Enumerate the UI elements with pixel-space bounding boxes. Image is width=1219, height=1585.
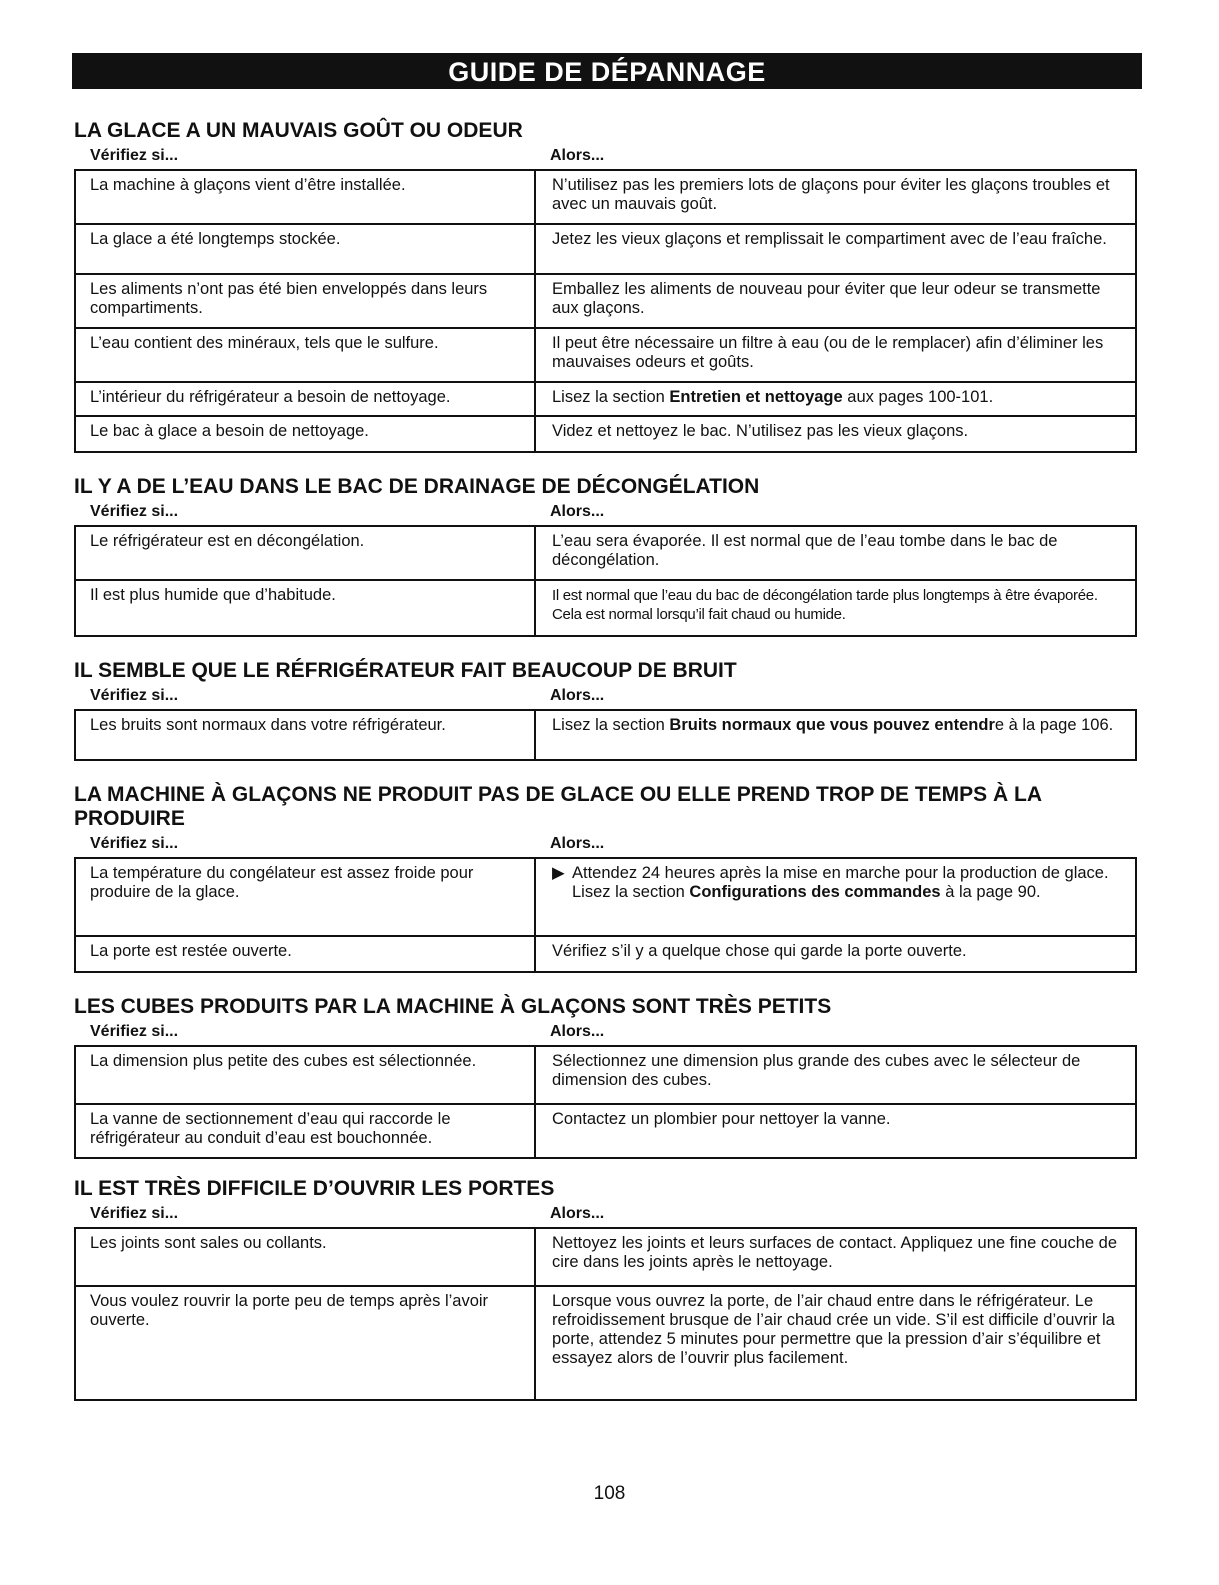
column-header-check: Vérifiez si... <box>90 687 179 704</box>
section-bad-taste <box>72 119 1142 453</box>
check-cell: Le bac à glace a besoin de nettoyage. <box>75 416 535 452</box>
troubleshoot-table <box>74 709 1137 761</box>
then-cell: Vérifiez s’il y a quelque chose qui garde la porte ouverte. <box>535 936 1136 972</box>
column-header-check: Vérifiez si... <box>90 147 179 164</box>
then-cell: Contactez un plombier pour nettoyer la vanne. <box>535 1104 1136 1158</box>
then-cell <box>535 858 1136 936</box>
check-cell: Il est plus humide que d’habitude. <box>75 580 535 636</box>
column-header-check: Vérifiez si... <box>90 835 179 852</box>
troubleshoot-table <box>74 525 1137 637</box>
column-header-then: Alors... <box>550 503 605 520</box>
then-cell: Sélectionnez une dimension plus grande des cubes avec le sélecteur de dimension des cubes. <box>535 1046 1136 1104</box>
check-cell: L’eau contient des minéraux, tels que le sulfure. <box>75 328 535 382</box>
column-header-then: Alors... <box>550 147 605 164</box>
table-row <box>75 710 1136 760</box>
troubleshoot-table <box>74 1227 1137 1401</box>
column-header-check: Vérifiez si... <box>90 503 179 520</box>
then-cell: Jetez les vieux glaçons et remplissait le compartiment avec de l’eau fraîche. <box>535 224 1136 274</box>
column-headers <box>72 499 1142 525</box>
check-cell: La vanne de sectionnement d’eau qui raccorde le réfrigérateur au conduit d’eau est bouchonnée. <box>75 1104 535 1158</box>
page <box>72 53 1142 1401</box>
then-emphasis: Bruits normaux que vous pouvez entendr <box>669 716 995 734</box>
then-cell: N’utilisez pas les premiers lots de glaçons pour éviter les glaçons troubles et avec un mauvais goût. <box>535 170 1136 224</box>
section-drain-pan <box>72 475 1142 637</box>
then-emphasis: Entretien et nettoyage <box>669 388 843 406</box>
section-doors <box>72 1177 1142 1401</box>
column-headers <box>72 143 1142 169</box>
check-cell: Les aliments n’ont pas été bien enveloppés dans leurs compartiments. <box>75 274 535 328</box>
check-cell: Les bruits sont normaux dans votre réfrigérateur. <box>75 710 535 760</box>
then-cell <box>535 710 1136 760</box>
column-headers <box>72 1201 1142 1227</box>
then-cell: Il est normal que l’eau du bac de décongélation tarde plus longtemps à être évaporée. Cela est normal lorsqu’il fait chaud ou humide. <box>535 580 1136 636</box>
check-cell: Vous voulez rouvrir la porte peu de temps après l’avoir ouverte. <box>75 1286 535 1400</box>
check-cell: La dimension plus petite des cubes est sélectionnée. <box>75 1046 535 1104</box>
table-row <box>75 1104 1136 1158</box>
section-title: LA GLACE A UN MAUVAIS GOÛT OU ODEUR <box>74 119 523 142</box>
section-no-ice <box>72 783 1142 973</box>
section-title: LA MACHINE À GLAÇONS NE PRODUIT PAS DE GLACE OU ELLE PREND TROP DE TEMPS À LA PRODUIRE <box>74 783 1042 830</box>
section-noise <box>72 659 1142 761</box>
table-row <box>75 526 1136 580</box>
section-title: LES CUBES PRODUITS PAR LA MACHINE À GLAÇONS SONT TRÈS PETITS <box>74 995 832 1018</box>
then-text: Attendez 24 heures après la mise en marche pour la production de glace. Lisez la section <box>572 864 1109 901</box>
table-row <box>75 328 1136 382</box>
then-cell: L’eau sera évaporée. Il est normal que de l’eau tombe dans le bac de décongélation. <box>535 526 1136 580</box>
bullet-item <box>552 864 1125 902</box>
then-text: e à la page 106. <box>994 716 1114 734</box>
table-row <box>75 274 1136 328</box>
then-text: à la page 90. <box>940 883 1041 901</box>
table-row <box>75 1228 1136 1286</box>
page-number: 108 <box>593 1483 626 1504</box>
column-headers <box>72 1019 1142 1045</box>
then-text: Lisez la section <box>552 388 670 406</box>
then-cell <box>535 382 1136 416</box>
then-emphasis: Configurations des commandes <box>689 883 941 901</box>
table-row <box>75 580 1136 636</box>
section-title: IL EST TRÈS DIFFICILE D’OUVRIR LES PORTES <box>74 1177 555 1200</box>
bullet-text <box>572 864 1125 902</box>
column-header-then: Alors... <box>550 1023 605 1040</box>
check-cell: La porte est restée ouverte. <box>75 936 535 972</box>
play-triangle-icon: ▶ <box>552 864 565 882</box>
check-cell: L’intérieur du réfrigérateur a besoin de nettoyage. <box>75 382 535 416</box>
table-row <box>75 1286 1136 1400</box>
check-cell: La température du congélateur est assez froide pour produire de la glace. <box>75 858 535 936</box>
then-cell: Il peut être nécessaire un filtre à eau (ou de le remplacer) afin d’éliminer les mauvaises odeurs et goûts. <box>535 328 1136 382</box>
troubleshoot-table <box>74 169 1137 453</box>
section-title: IL Y A DE L’EAU DANS LE BAC DE DRAINAGE DE DÉCONGÉLATION <box>74 475 760 498</box>
table-row <box>75 1046 1136 1104</box>
column-header-then: Alors... <box>550 687 605 704</box>
then-text: Lisez la section <box>552 716 670 734</box>
column-header-check: Vérifiez si... <box>90 1205 179 1222</box>
table-row <box>75 382 1136 416</box>
table-row <box>75 170 1136 224</box>
column-header-check: Vérifiez si... <box>90 1023 179 1040</box>
then-cell: Nettoyez les joints et leurs surfaces de contact. Appliquez une fine couche de cire dans les joints après le nettoyage. <box>535 1228 1136 1286</box>
table-row <box>75 858 1136 936</box>
check-cell: La glace a été longtemps stockée. <box>75 224 535 274</box>
check-cell: Le réfrigérateur est en décongélation. <box>75 526 535 580</box>
page-title: GUIDE DE DÉPANNAGE <box>72 53 1142 89</box>
table-row <box>75 224 1136 274</box>
column-header-then: Alors... <box>550 835 605 852</box>
table-row <box>75 936 1136 972</box>
then-cell: Lorsque vous ouvrez la porte, de l’air chaud entre dans le réfrigérateur. Le refroidissement brusque de l’air chaud crée un vide. S’il est difficile d’ouvrir la porte, attendez 5 minutes pour permettre que la pression d’air s’équilibre et essayez alors de l’ouvrir plus facilement. <box>535 1286 1136 1400</box>
check-cell: Les joints sont sales ou collants. <box>75 1228 535 1286</box>
column-headers <box>72 831 1142 857</box>
table-row <box>75 416 1136 452</box>
check-cell: La machine à glaçons vient d’être installée. <box>75 170 535 224</box>
column-headers <box>72 683 1142 709</box>
troubleshoot-table <box>74 857 1137 973</box>
section-small-cubes <box>72 995 1142 1159</box>
section-title: IL SEMBLE QUE LE RÉFRIGÉRATEUR FAIT BEAUCOUP DE BRUIT <box>74 659 737 682</box>
then-cell: Emballez les aliments de nouveau pour éviter que leur odeur se transmette aux glaçons. <box>535 274 1136 328</box>
column-header-then: Alors... <box>550 1205 605 1222</box>
then-text: aux pages 100-101. <box>842 388 994 406</box>
troubleshoot-table <box>74 1045 1137 1159</box>
then-cell: Videz et nettoyez le bac. N’utilisez pas les vieux glaçons. <box>535 416 1136 452</box>
